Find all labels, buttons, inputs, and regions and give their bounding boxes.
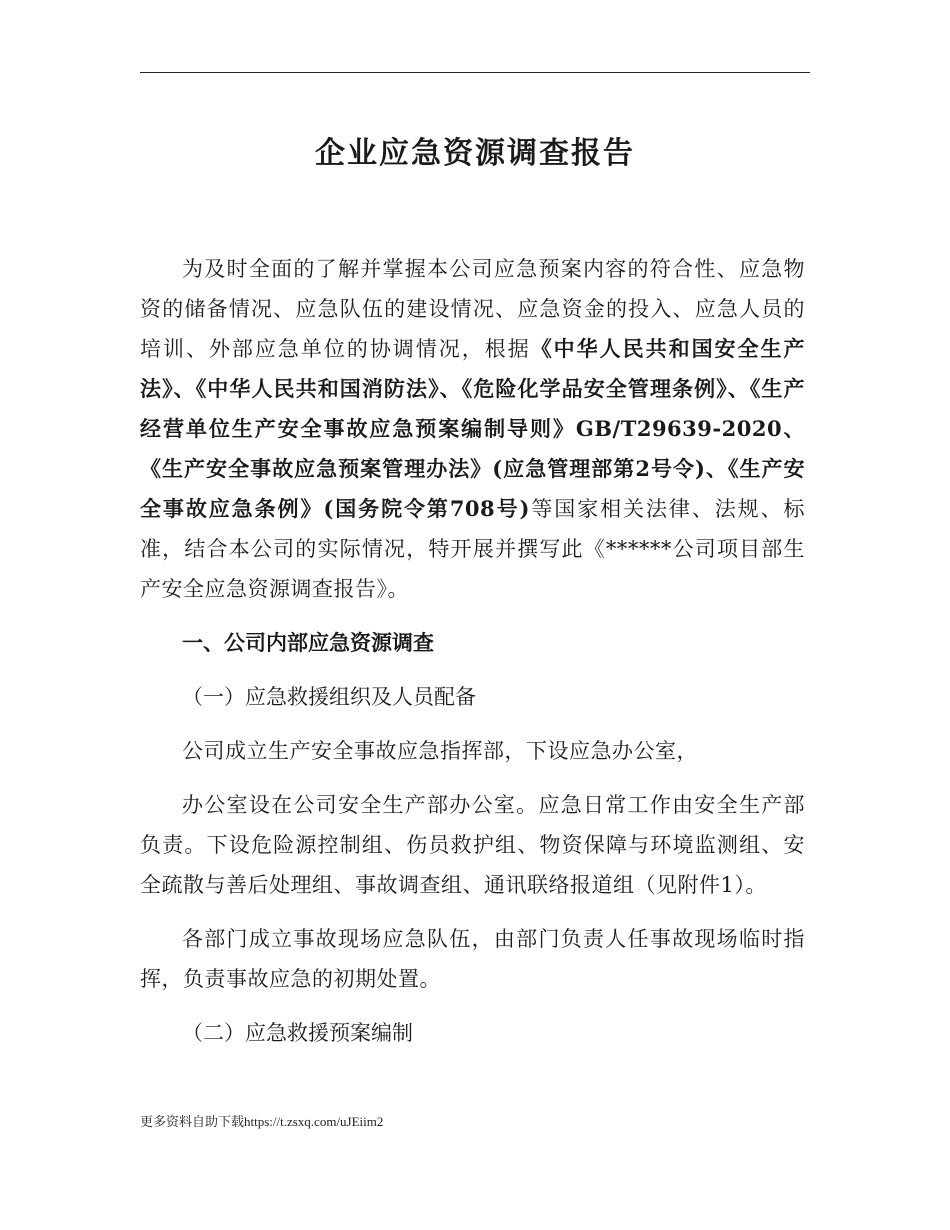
paragraph-3: 各部门成立事故现场应急队伍，由部门负责人任事故现场临时指挥，负责事故应急的初期处置。 (140, 927, 805, 991)
section-heading-1: 一、公司内部应急资源调查 (182, 630, 434, 655)
header-rule (140, 72, 810, 73)
paragraph-2: 办公室设在公司安全生产部办公室。应急日常工作由安全生产部负责。下设危险源控制组、伤员救护组、物资保障与环境监测组、安全疏散与善后处理组、事故调查组、通讯联络报道组（见附件1）。 (140, 793, 805, 897)
subsection-heading-2: （二）应急救援预案编制 (182, 1021, 413, 1045)
document-title: 企业应急资源调查报告 (315, 136, 635, 171)
intro-text-1: 为及时全面的了解并掌握本公司应急预案内容的符合性、应急物资的储备情况、应急队伍的建设情况、应急资金的投入、应急人员的培训、外部应急单位的协调情况，根据 (140, 257, 805, 361)
document-body (140, 249, 805, 1053)
paragraph-1: 公司成立生产安全事故应急指挥部，下设应急办公室， (182, 739, 698, 763)
intro-paragraph (140, 249, 805, 609)
footer-download-link[interactable]: 更多资料自助下载https://t.zsxq.com/uJEiim2 (140, 1114, 384, 1129)
subsection-heading-1: （一）应急救援组织及人员配备 (182, 685, 476, 709)
intro-laws-bold: 《中华人民共和国安全生产法》、《中华人民共和国消防法》、《危险化学品安全管理条例》、《生产经营单位生产安全事故应急预案编制导则》GB/T29639-2020、《生产安全事故应急预案管理办法》(应急管理部第2号令)、《生产安全事故应急条例》(国务院令第708号) (140, 336, 806, 521)
intro-text-2: 等国家相关法律、法规、标准，结合本公司的实际情况，特开展并撰写此《******公司项目部生产安全应急资源调查报告》。 (140, 497, 806, 601)
